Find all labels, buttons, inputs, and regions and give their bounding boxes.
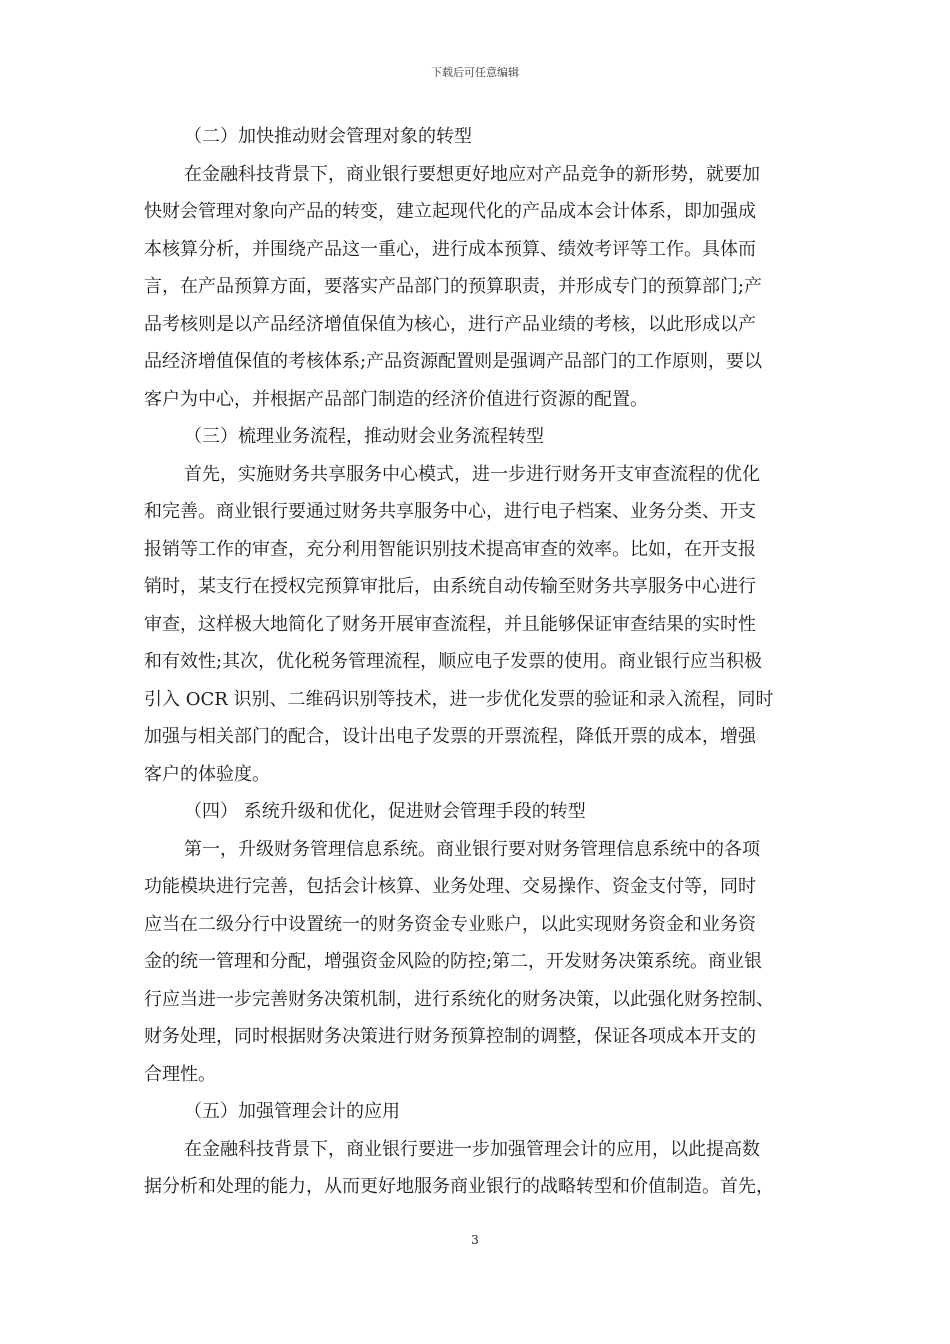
paragraph-line: 销时，某支行在授权完预算审批后，由系统自动传输至财务共享服务中心进行: [144, 576, 756, 597]
paragraph-line: 据分析和处理的能力，从而更好地服务商业银行的战略转型和价值制造。首先，: [144, 1176, 774, 1197]
paragraph-line: 功能模块进行完善，包括会计核算、业务处理、交易操作、资金支付等，同时: [144, 876, 756, 897]
paragraph-line: 在金融科技背景下，商业银行要进一步加强管理会计的应用，以此提高数: [184, 1138, 760, 1160]
paragraph-line: 报销等工作的审查，充分利用智能识别技术提高审查的效率。比如，在开支报: [144, 538, 756, 560]
document-body: [144, 118, 806, 1206]
paragraph-line: 在金融科技背景下，商业银行要想更好地应对产品竞争的新形势，就要加: [184, 163, 760, 185]
paragraph-line: 客户为中心，并根据产品部门制造的经济价值进行资源的配置。: [144, 388, 648, 410]
paragraph-line: 快财会管理对象向产品的转变，建立起现代化的产品成本会计体系，即加强成: [144, 201, 756, 222]
paragraph-line: 金的统一管理和分配，增强资金风险的防控;第二，开发财务决策系统。商业银: [144, 951, 763, 972]
paragraph-line: 和有效性;其次，优化税务管理流程，顺应电子发票的使用。商业银行应当积极: [144, 651, 763, 672]
paragraph-line: 品考核则是以产品经济增值保值为核心，进行产品业绩的考核，以此形成以产: [144, 313, 756, 335]
header-note: 下载后可任意编辑: [431, 66, 519, 79]
page-number: 3: [471, 1233, 479, 1247]
paragraph-line: 第一，升级财务管理信息系统。商业银行要对财务管理信息系统中的各项: [184, 838, 760, 860]
paragraph-line: 客户的体验度。: [144, 763, 270, 785]
paragraph-line: 合理性。: [144, 1063, 216, 1085]
paragraph-line: 本核算分析，并围绕产品这一重心，进行成本预算、绩效考评等工作。具体而: [144, 238, 756, 260]
paragraph-line: 首先，实施财务共享服务中心模式，进一步进行财务开支审查流程的优化: [184, 463, 760, 485]
paragraph-line: 言，在产品预算方面，要落实产品部门的预算职责，并形成专门的预算部门;产: [144, 276, 763, 297]
paragraph-line: 加强与相关部门的配合，设计出电子发票的开票流程，降低开票的成本，增强: [144, 726, 756, 747]
paragraph-line: 引入 OCR 识别、二维码识别等技术，进一步优化发票的验证和录入流程，同时: [144, 688, 774, 710]
paragraph-line: 审查，这样极大地简化了财务开展审查流程，并且能够保证审查结果的实时性: [144, 613, 756, 635]
section-heading-2: （二）加快推动财会管理对象的转型: [184, 126, 472, 147]
section-heading-5: （五）加强管理会计的应用: [184, 1101, 400, 1122]
paragraph-line: 应当在二级分行中设置统一的财务资金专业账户，以此实现财务资金和业务资: [144, 913, 756, 935]
paragraph-line: 财务处理，同时根据财务决策进行财务预算控制的调整，保证各项成本开支的: [144, 1026, 756, 1047]
paragraph-line: 行应当进一步完善财务决策机制，进行系统化的财务决策，以此强化财务控制、: [144, 988, 774, 1010]
paragraph-line: 品经济增值保值的考核体系;产品资源配置则是强调产品部门的工作原则，要以: [144, 351, 763, 372]
section-heading-3: （三）梳理业务流程，推动财会业务流程转型: [184, 426, 544, 447]
section-heading-4: （四） 系统升级和优化，促进财会管理手段的转型: [184, 801, 586, 822]
paragraph-line: 和完善。商业银行要通过财务共享服务中心，进行电子档案、业务分类、开支: [144, 501, 756, 522]
